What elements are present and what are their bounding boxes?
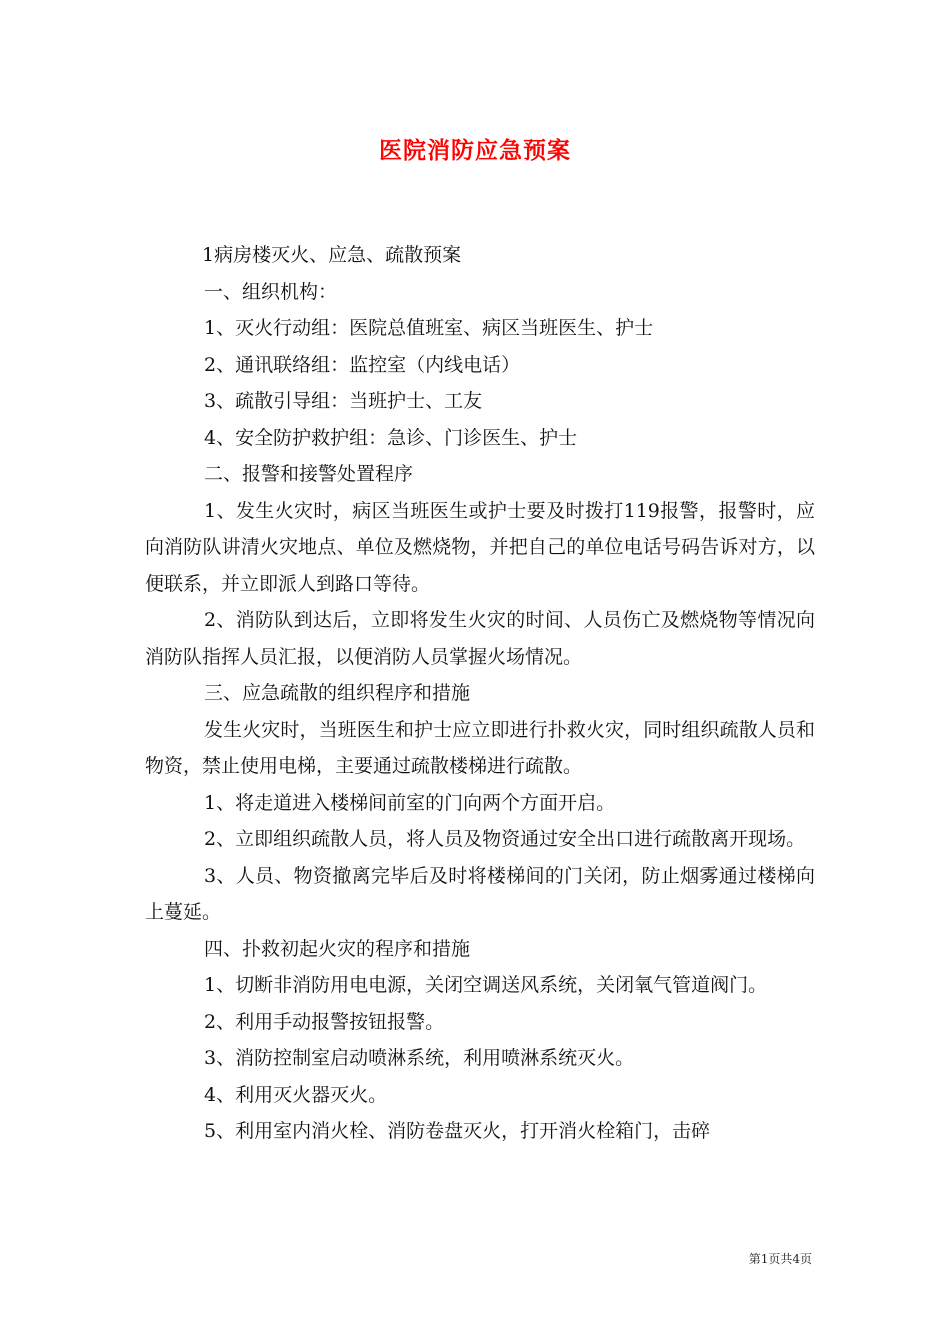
paragraph: 4、利用灭火器灭火。 bbox=[204, 1083, 388, 1106]
document-body bbox=[145, 237, 815, 1150]
paragraph: 3、人员、物资撤离完毕后及时将楼梯间的门关闭，防止烟雾通过楼梯向上蔓延。 bbox=[145, 864, 815, 923]
paragraph: 5、利用室内消火栓、消防卷盘灭火，打开消火栓箱门，击碎 bbox=[204, 1120, 711, 1142]
paragraph-heading: 二、报警和接警处置程序 bbox=[204, 463, 414, 485]
paragraph: 2、通讯联络组：监控室（内线电话） bbox=[204, 353, 521, 376]
paragraph: 2、利用手动报警按钮报警。 bbox=[204, 1010, 445, 1033]
paragraph: 2、消防队到达后，立即将发生火灾的时间、人员伤亡及燃烧物等情况向消防队指挥人员汇报，以便消防人员掌握火场情况。 bbox=[145, 609, 815, 668]
paragraph: 3、消防控制室启动喷淋系统，利用喷淋系统灭火。 bbox=[204, 1047, 635, 1069]
paragraph-heading: 四、扑救初起火灾的程序和措施 bbox=[204, 937, 471, 960]
document-title: 医院消防应急预案 bbox=[379, 137, 571, 164]
paragraph-heading: 一、组织机构： bbox=[204, 280, 338, 303]
paragraph: 4、安全防护救护组：急诊、门诊医生、护士 bbox=[204, 426, 578, 449]
paragraph-section-heading: 1病房楼灭火、应急、疏散预案 bbox=[202, 244, 462, 266]
paragraph: 1、灭火行动组：医院总值班室、病区当班医生、护士 bbox=[204, 317, 654, 339]
paragraph: 1、将走道进入楼梯间前室的门向两个方面开启。 bbox=[204, 791, 616, 814]
paragraph-heading: 三、应急疏散的组织程序和措施 bbox=[204, 682, 471, 704]
paragraph: 3、疏散引导组：当班护士、工友 bbox=[204, 390, 483, 412]
page-number-footer: 第1页共4页 bbox=[748, 1252, 812, 1266]
paragraph: 1、发生火灾时，病区当班医生或护士要及时拨打119报警，报警时，应向消防队讲清火灾地点、单位及燃烧物，并把自己的单位电话号码告诉对方，以便联系，并立即派人到路口等待。 bbox=[145, 499, 815, 595]
paragraph: 发生火灾时，当班医生和护士应立即进行扑救火灾，同时组织疏散人员和物资，禁止使用电梯，主要通过疏散楼梯进行疏散。 bbox=[145, 718, 815, 777]
paragraph: 2、立即组织疏散人员，将人员及物资通过安全出口进行疏散离开现场。 bbox=[204, 828, 806, 850]
paragraph: 1、切断非消防用电电源，关闭空调送风系统，关闭氧气管道阀门。 bbox=[204, 974, 768, 996]
